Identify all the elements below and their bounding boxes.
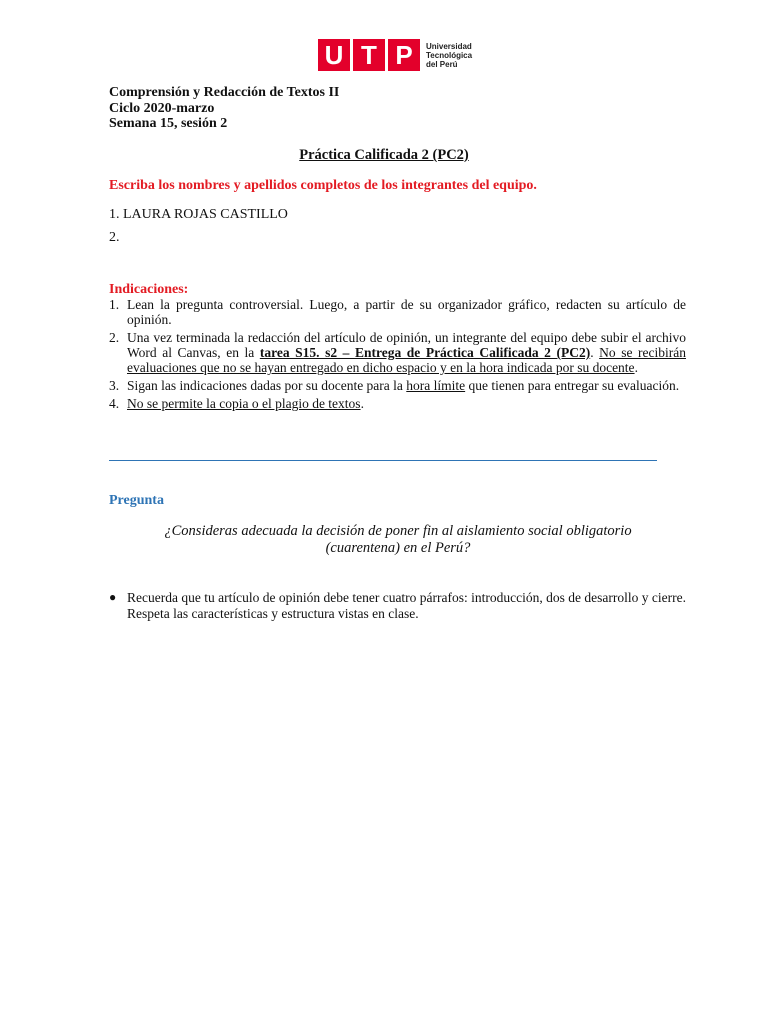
logo-line-1: Universidad [426,41,472,51]
logo-line-2: Tecnológica [426,50,473,60]
list-item-text: . [360,396,364,411]
list-item-number: 4. [109,396,120,411]
page-title: Práctica Calificada 2 (PC2) [299,147,469,163]
plagiarism-warning: No se permite la copia o el plagio de textos [127,396,361,411]
indications-title: Indicaciones: [109,282,189,297]
deadline-text: hora límite [406,378,466,393]
bullet-text: Recuerda que tu artículo de opinión debe tener cuatro párrafos: introducción, dos de desarrollo y cierre. Respeta las características y estructura vistas en clase. [127,590,686,621]
logo-text [426,42,472,69]
bullet-dot-icon: ● [109,590,117,604]
course-name: Comprensión y Redacción de Textos II [109,85,340,100]
list-item [109,297,686,327]
list-item [109,396,686,411]
question-label: Pregunta [109,493,164,508]
names-instruction: Escriba los nombres y apellidos completos de los integrantes del equipo. [109,178,537,193]
list-item-text: Una vez terminada la redacción del artículo de opinión, un integrante del equipo debe subir el archivo Word al Canvas, en la [127,330,686,360]
list-item-number: 2. [109,330,120,345]
list-item-text: que tienen para entregar su evaluación. [465,378,680,393]
logo-letter-t: T [353,39,385,71]
list-item-number: 1. [109,297,120,312]
list-item-number: 3. [109,378,120,393]
list-item-text: Lean la pregunta controversial. Luego, a partir de su organizador gráfico, redacten su artículo de opinión. [127,297,686,327]
document-header [109,85,339,132]
member-1: 1. LAURA ROJAS CASTILLO [109,207,288,222]
week-session: Semana 15, sesión 2 [109,116,228,131]
list-item-text: . [590,345,600,360]
warning-text: No se recibirán evaluaciones que no se hayan entregado en dicho espacio y en la hora indicada por su docente [127,345,686,375]
list-item-text: Sigan las indicaciones dadas por su docente para la [127,378,407,393]
indications-list [109,297,686,414]
bullet-item [109,590,686,621]
list-item [109,378,686,393]
section-divider [109,460,657,461]
question-text: ¿Consideras adecuada la decisión de poner fin al aislamiento social obligatorio (cuarentena) en el Perú? [164,523,632,556]
logo-letter-p: P [388,39,420,71]
cycle: Ciclo 2020-marzo [109,100,215,116]
list-item [109,330,686,375]
utp-logo [318,38,472,72]
member-2: 2. [109,230,120,245]
list-item-text: . [634,360,638,375]
logo-line-3: del Perú [426,59,458,69]
logo-letter-u: U [318,39,350,71]
task-link: tarea S15. s2 – Entrega de Práctica Calificada 2 (PC2) [259,345,591,360]
